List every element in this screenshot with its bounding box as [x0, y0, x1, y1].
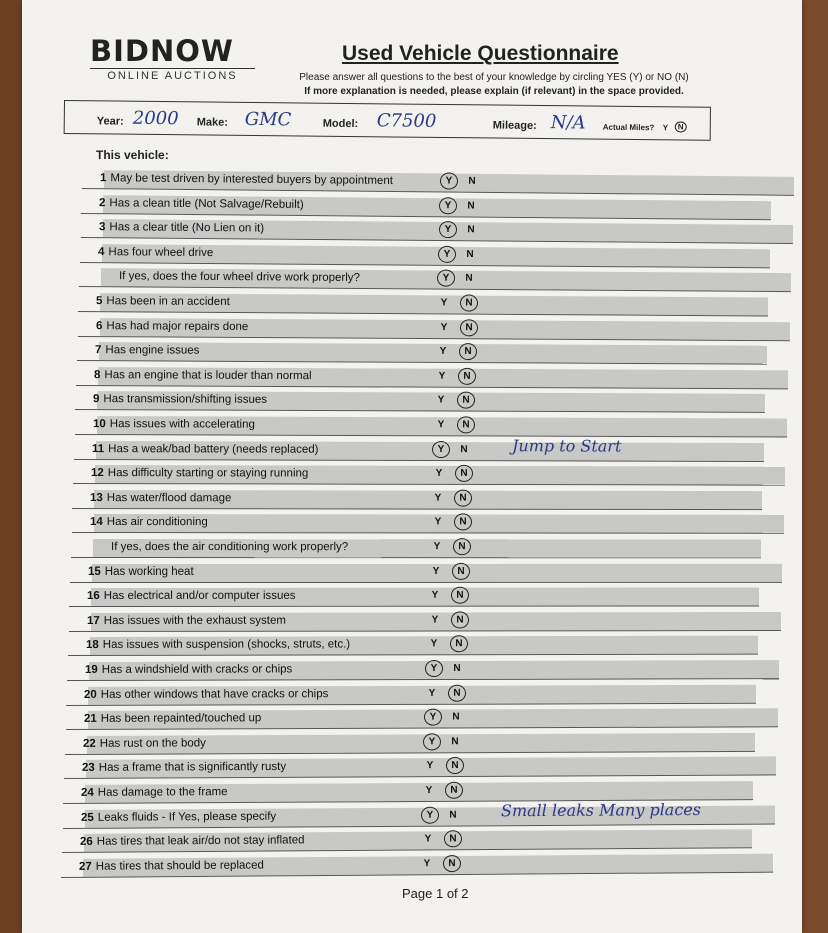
- question-number: 21: [83, 713, 97, 726]
- option-no[interactable]: N: [467, 200, 475, 212]
- year-value[interactable]: 2000: [132, 107, 179, 130]
- question-number: 12: [90, 467, 104, 480]
- option-yes[interactable]: Y: [423, 858, 431, 870]
- question-number: 9: [93, 393, 100, 406]
- question-label: Has a weak/bad battery (needs replaced): [107, 442, 319, 456]
- question-label: Has an engine that is louder than normal: [104, 368, 312, 382]
- question-number: 16: [87, 590, 101, 603]
- mileage-value[interactable]: N/A: [550, 112, 586, 134]
- option-yes[interactable]: Y: [440, 297, 448, 309]
- row-rule: [73, 483, 785, 486]
- option-no[interactable]: N: [448, 684, 466, 701]
- question-row: [65, 706, 777, 731]
- actual-miles-y[interactable]: Y: [662, 123, 669, 133]
- instructions-line-1: Please answer all questions to the best of your knowledge by circling YES (Y) or NO (N): [299, 72, 689, 83]
- option-yes[interactable]: Y: [439, 197, 457, 214]
- question-text: [115, 271, 360, 285]
- option-yes[interactable]: Y: [438, 246, 456, 263]
- option-yes[interactable]: Y: [420, 806, 438, 823]
- question-number: 4: [97, 245, 105, 258]
- question-row: [72, 488, 762, 511]
- question-label: Leaks fluids - If Yes, please specify: [97, 810, 276, 824]
- question-label: Has a frame that is significantly rusty: [98, 761, 287, 775]
- questionnaire-page: [22, 0, 802, 933]
- mileage-label: Mileage:: [492, 119, 537, 132]
- question-row: [77, 316, 789, 342]
- question-text: [80, 810, 275, 823]
- question-text: [95, 344, 199, 357]
- question-number: 8: [93, 368, 101, 381]
- question-text: [99, 197, 304, 211]
- question-label: Has difficulty starting or staying running: [107, 467, 309, 480]
- option-yes[interactable]: Y: [426, 760, 434, 772]
- question-label: May be test driven by interested buyers by appointment: [110, 172, 394, 187]
- question-text: [83, 737, 206, 750]
- question-number: 23: [81, 762, 95, 775]
- question-text: [86, 639, 350, 652]
- option-yes[interactable]: Y: [431, 589, 439, 601]
- make-label: Make:: [196, 116, 229, 129]
- option-no[interactable]: N: [453, 514, 471, 531]
- question-row: [80, 217, 792, 245]
- question-label: Has other windows that have cracks or chips: [101, 687, 329, 701]
- question-text: [94, 369, 312, 382]
- make-value[interactable]: GMC: [244, 108, 292, 131]
- question-text: [81, 786, 228, 799]
- question-label: Has water/flood damage: [107, 491, 232, 505]
- row-rule: [72, 508, 762, 510]
- question-text: [96, 295, 230, 308]
- question-label: If yes, does the four wheel drive work properly?: [118, 270, 361, 285]
- question-row: [69, 586, 759, 609]
- option-no[interactable]: N: [448, 809, 457, 821]
- question-label: Has issues with suspension (shocks, struts, etc.): [102, 638, 350, 652]
- question-number: 18: [85, 639, 99, 652]
- option-no[interactable]: N: [453, 538, 471, 555]
- option-no[interactable]: N: [466, 224, 475, 236]
- question-row: [76, 365, 788, 390]
- question-label: Has issues with the exhaust system: [103, 614, 286, 627]
- question-label: Has engine issues: [105, 344, 200, 357]
- instructions-line-2: If more explanation is needed, please explain (if relevant) in the space provided.: [304, 86, 684, 97]
- question-label: Has a clean title (Not Salvage/Rebuilt): [109, 196, 305, 211]
- question-number: 15: [87, 565, 101, 578]
- question-row: [68, 634, 758, 657]
- question-row: [67, 658, 779, 682]
- row-rule: [71, 532, 783, 534]
- option-no[interactable]: N: [455, 465, 473, 482]
- question-row: [71, 537, 761, 559]
- row-rule: [69, 630, 781, 632]
- question-text: [92, 443, 319, 456]
- question-row: [74, 414, 786, 438]
- question-label: Has been in an accident: [106, 295, 231, 308]
- question-label: Has a windshield with cracks or chips: [101, 663, 293, 676]
- row-rule: [68, 654, 758, 656]
- option-yes[interactable]: Y: [430, 638, 438, 650]
- question-number: 24: [81, 786, 95, 799]
- option-yes[interactable]: Y: [432, 441, 450, 458]
- question-number: 13: [90, 491, 104, 504]
- question-row: [82, 168, 794, 197]
- question-text: [98, 246, 213, 259]
- option-yes[interactable]: Y: [440, 321, 447, 333]
- option-yes[interactable]: Y: [439, 346, 447, 358]
- question-text: [98, 221, 263, 234]
- question-text: [90, 492, 231, 504]
- option-no[interactable]: N: [460, 443, 468, 455]
- question-number: 11: [91, 442, 104, 455]
- option-no[interactable]: N: [466, 248, 474, 260]
- question-row: [77, 340, 767, 366]
- question-label: Has tires that should be replaced: [95, 859, 264, 873]
- vehicle-info-box: [64, 100, 711, 141]
- question-number: 1: [99, 172, 107, 185]
- question-label: If yes, does the air conditioning work properly?: [110, 541, 348, 554]
- option-no[interactable]: N: [459, 343, 477, 360]
- question-text: [84, 688, 328, 701]
- question-text: [107, 541, 348, 553]
- question-text: [83, 712, 260, 725]
- row-rule: [71, 557, 761, 558]
- question-text: [91, 467, 308, 479]
- question-row: [78, 291, 768, 318]
- option-yes[interactable]: Y: [425, 784, 433, 796]
- question-row: [81, 193, 771, 221]
- option-yes[interactable]: Y: [437, 419, 444, 431]
- option-no[interactable]: N: [454, 489, 472, 506]
- question-text: [88, 566, 194, 578]
- question-label: Has tires that leak air/do not stay inflated: [96, 834, 305, 848]
- option-no[interactable]: N: [446, 757, 464, 774]
- option-no[interactable]: N: [458, 368, 476, 385]
- option-yes[interactable]: Y: [437, 394, 445, 406]
- question-number: 3: [98, 221, 105, 234]
- question-label: Has had major repairs done: [105, 319, 248, 333]
- question-number: 22: [82, 737, 96, 750]
- row-rule: [69, 606, 759, 608]
- question-label: Has four wheel drive: [108, 246, 214, 259]
- option-no[interactable]: N: [444, 830, 462, 847]
- question-row: [79, 266, 791, 293]
- question-number: 14: [89, 516, 103, 529]
- option-no[interactable]: N: [451, 736, 459, 748]
- model-value[interactable]: C7500: [376, 110, 437, 132]
- question-number: 10: [92, 418, 106, 431]
- option-yes[interactable]: Y: [433, 541, 441, 553]
- option-no[interactable]: N: [450, 611, 468, 628]
- question-row: [61, 851, 773, 878]
- option-no[interactable]: N: [453, 662, 461, 674]
- option-no[interactable]: N: [443, 855, 461, 872]
- option-yes[interactable]: Y: [428, 687, 436, 699]
- logo-text: BIDNOW: [90, 34, 234, 68]
- option-yes[interactable]: Y: [431, 614, 438, 626]
- option-no[interactable]: N: [451, 587, 469, 604]
- question-row: [66, 682, 756, 706]
- question-text: [93, 393, 267, 406]
- question-label: Has been repainted/touched up: [100, 712, 261, 726]
- question-number: 5: [96, 295, 103, 308]
- option-yes[interactable]: Y: [423, 733, 441, 750]
- option-no[interactable]: N: [445, 782, 463, 799]
- question-number: 6: [95, 319, 102, 332]
- option-yes[interactable]: Y: [440, 172, 458, 189]
- question-text: [86, 614, 285, 626]
- question-label: Has working heat: [104, 565, 194, 578]
- option-yes[interactable]: Y: [434, 516, 441, 528]
- actual-miles-n[interactable]: N: [675, 121, 687, 132]
- option-no[interactable]: N: [460, 295, 478, 312]
- section-label: This vehicle:: [96, 148, 169, 162]
- actual-miles-label: Actual Miles?: [602, 122, 655, 133]
- question-number: 27: [78, 860, 92, 873]
- question-label: Has issues with accelerating: [109, 418, 255, 431]
- question-label: Has transmission/shifting issues: [103, 393, 268, 407]
- option-no[interactable]: N: [457, 392, 475, 409]
- option-no[interactable]: N: [459, 319, 477, 336]
- question-text: [80, 835, 305, 849]
- question-row: [74, 435, 764, 463]
- option-yes[interactable]: Y: [434, 492, 442, 504]
- option-yes[interactable]: Y: [438, 370, 446, 382]
- page-number: Page 1 of 2: [402, 886, 469, 901]
- question-text: [79, 859, 264, 872]
- option-no[interactable]: N: [451, 711, 460, 723]
- question-text: [95, 320, 247, 333]
- option-yes[interactable]: Y: [424, 833, 432, 845]
- row-rule: [70, 581, 782, 582]
- question-number: 19: [84, 663, 98, 676]
- question-number: 2: [99, 196, 106, 209]
- question-row: [62, 827, 752, 854]
- question-row: [75, 389, 765, 414]
- question-label: Has rust on the body: [99, 737, 206, 750]
- question-row: [65, 731, 755, 756]
- question-row: [80, 242, 770, 269]
- question-number: 7: [94, 344, 102, 357]
- question-text: [87, 590, 296, 602]
- option-no[interactable]: N: [468, 175, 476, 187]
- year-label: Year:: [96, 115, 124, 128]
- option-yes[interactable]: Y: [435, 468, 443, 480]
- option-no[interactable]: N: [456, 416, 474, 433]
- question-text: [89, 516, 207, 528]
- question-row: [62, 799, 774, 829]
- question-row: [64, 755, 776, 781]
- instructions: [274, 71, 714, 99]
- option-yes[interactable]: Y: [438, 221, 456, 238]
- page-title: Used Vehicle Questionnaire: [342, 42, 619, 65]
- question-label: Has a clear title (No Lien on it): [108, 221, 264, 235]
- question-text: [92, 418, 254, 431]
- question-label: Has electrical and/or computer issues: [104, 590, 296, 603]
- question-number: 17: [86, 614, 100, 627]
- logo-subtitle: ONLINE AUCTIONS: [90, 68, 255, 82]
- question-number: 26: [79, 835, 93, 849]
- question-row: [71, 512, 783, 535]
- model-label: Model:: [322, 117, 359, 131]
- question-row: [68, 610, 780, 633]
- bidnow-logo: [90, 36, 260, 82]
- question-number: 20: [84, 688, 98, 701]
- option-no[interactable]: N: [465, 273, 473, 285]
- question-row: [73, 463, 785, 487]
- handwritten-note[interactable]: Small leaks Many places: [500, 799, 701, 820]
- question-text: [85, 663, 292, 676]
- option-yes[interactable]: Y: [423, 709, 441, 726]
- question-label: Has air conditioning: [106, 516, 208, 529]
- handwritten-note[interactable]: Jump to Start: [511, 435, 622, 456]
- option-yes[interactable]: Y: [432, 565, 440, 577]
- question-label: Has damage to the frame: [98, 786, 228, 799]
- option-no[interactable]: N: [450, 636, 468, 653]
- option-yes[interactable]: Y: [425, 660, 443, 677]
- question-row: [70, 561, 782, 583]
- option-yes[interactable]: Y: [437, 270, 455, 287]
- option-no[interactable]: N: [452, 563, 470, 580]
- question-text: [82, 761, 286, 774]
- question-number: 25: [80, 811, 94, 824]
